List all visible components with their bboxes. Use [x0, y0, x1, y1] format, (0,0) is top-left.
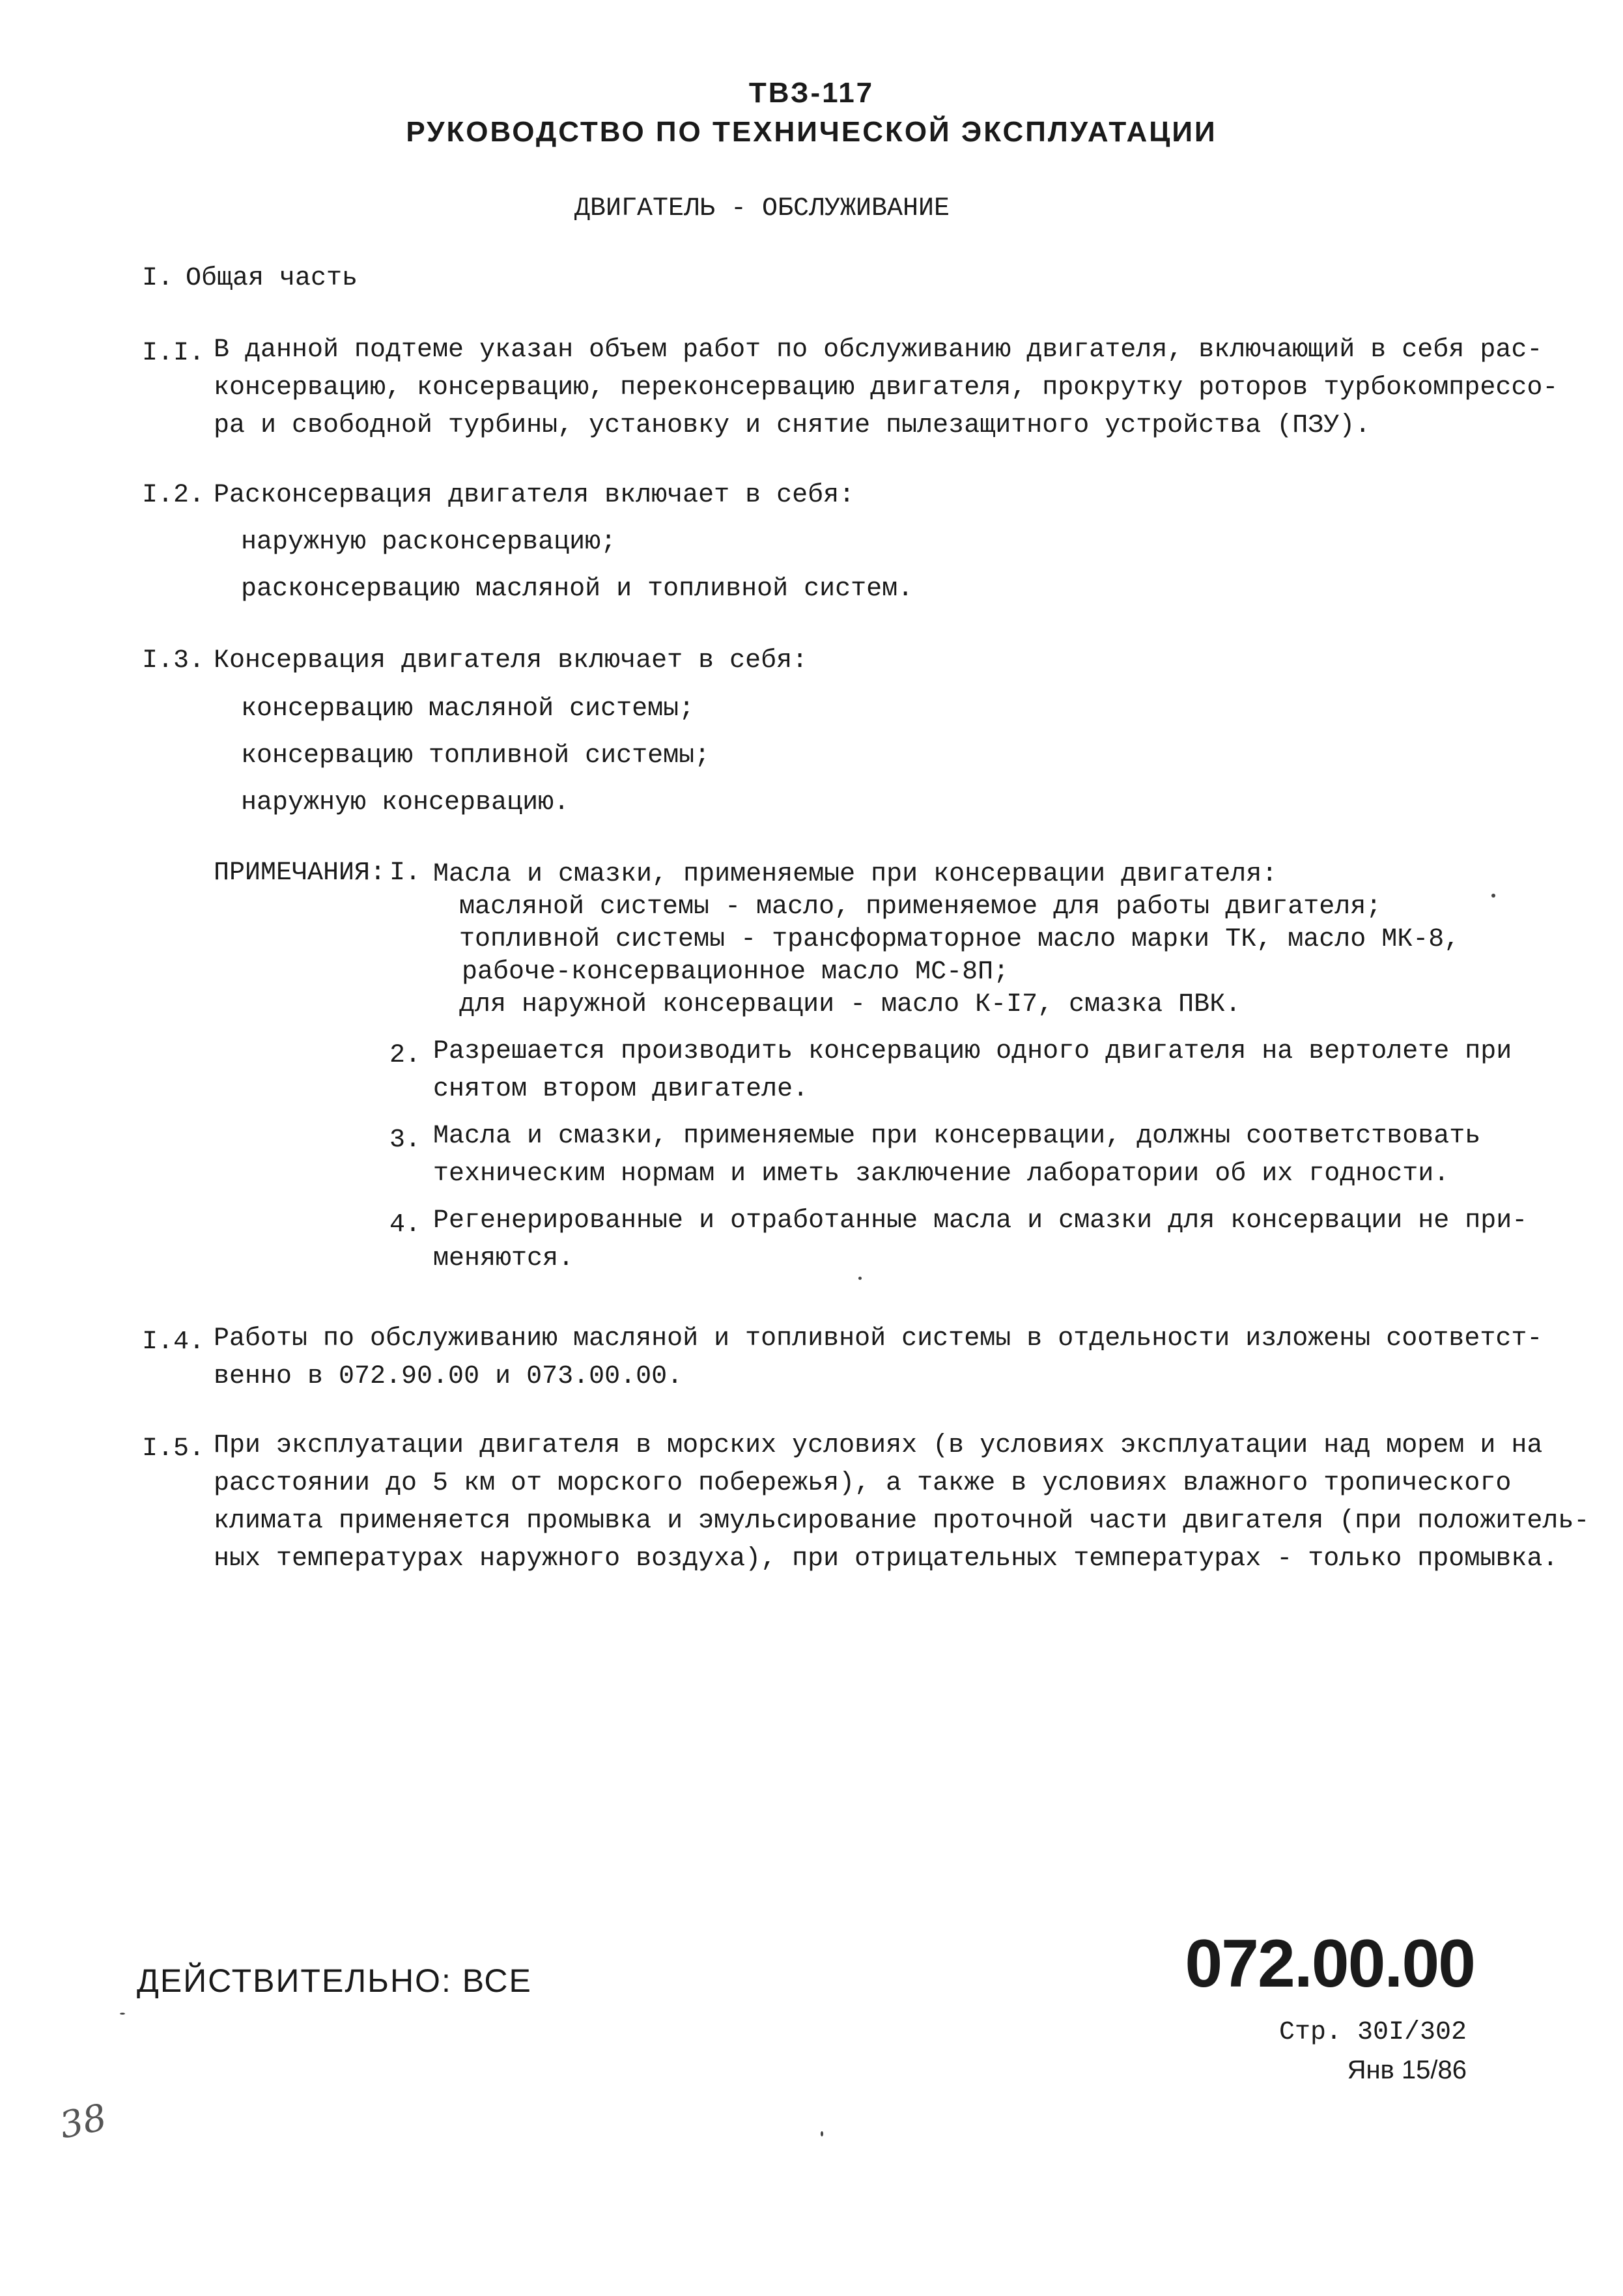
item-1-3-intro: Консервация двигателя включает в себя:: [214, 646, 808, 675]
item-1-3-sub: консервацию топливной системы;: [241, 741, 711, 771]
item-number-1-4: I.4.: [142, 1327, 205, 1357]
note-number-2: 2.: [389, 1041, 421, 1070]
scan-speck: [858, 1277, 862, 1280]
item-1-2-intro: Расконсервация двигателя включает в себя:: [214, 481, 855, 510]
item-number-1-2: I.2.: [142, 481, 205, 510]
item-1-5-text: [214, 1427, 1589, 1578]
subject-title: ДВИГАТЕЛЬ - ОБСЛУЖИВАНИЕ: [574, 194, 950, 223]
note-2-line: Разрешается производить консервацию одного двигателя на вертолете при: [433, 1037, 1512, 1066]
item-1-2-sub: расконсервацию масляной и топливной систем.: [241, 574, 914, 604]
item-1-1-line: консервацию, консервацию, переконсервацию двигателя, прокрутку роторов турбокомпрессо-: [214, 373, 1559, 403]
item-1-4-line: венно в 072.90.00 и 073.00.00.: [214, 1362, 683, 1391]
note-3-line: техническим нормам и иметь заключение лаборатории об их годности.: [433, 1159, 1450, 1189]
scan-speck: [120, 2013, 125, 2015]
note-2-text: [433, 1033, 1512, 1109]
section-title: Общая часть: [186, 264, 358, 293]
note-4-line: Регенерированные и отработанные масла и смазки для консервации не при-: [433, 1206, 1528, 1236]
item-number-1-5: I.5.: [142, 1434, 205, 1464]
chapter-code: 072.00.00: [1185, 1926, 1475, 2002]
item-1-1-line: ра и свободной турбины, установку и снятие пылезащитного устройства (ПЗУ).: [214, 411, 1371, 440]
item-1-5-line: При эксплуатации двигателя в морских условиях (в условиях эксплуатации над морем и на: [214, 1431, 1543, 1460]
item-1-3-sub: наружную консервацию.: [241, 788, 570, 817]
item-number-1-1: I.I.: [142, 339, 205, 368]
note-3-text: [433, 1118, 1480, 1193]
item-1-5-line: ных температурах наружного воздуха), при отрицательных температурах - только промывка.: [214, 1544, 1559, 1574]
item-1-2-sub: наружную расконсервацию;: [241, 528, 617, 557]
note-number-1: I.: [389, 858, 421, 888]
note-number-3: 3.: [389, 1126, 421, 1155]
item-1-4-text: [214, 1320, 1542, 1396]
note-1-text: [433, 858, 1460, 1021]
page-number: Стр. 30I/302: [1278, 2018, 1467, 2047]
section-number: I.: [142, 264, 174, 293]
note-number-4: 4.: [389, 1210, 421, 1240]
item-number-1-3: I.3.: [142, 646, 205, 675]
revision-date: Янв 15/86: [1347, 2056, 1467, 2084]
notes-label: ПРИМЕЧАНИЯ:: [214, 858, 386, 888]
item-1-1-line: В данной подтеме указан объем работ по обслуживанию двигателя, включающий в себя рас-: [214, 335, 1543, 365]
scan-speck: [1491, 894, 1495, 898]
item-1-5-line: климата применяется промывка и эмульсирование проточной части двигателя (при положитель-: [214, 1507, 1590, 1536]
note-1-line: Масла и смазки, применяемые при консервации двигателя:: [433, 860, 1278, 889]
note-1-line: топливной системы - трансформаторное масло марки ТК, масло МК-8,: [459, 925, 1460, 954]
note-1-line: рабоче-консервационное масло МС-8П;: [462, 957, 1009, 987]
item-1-1-text: [214, 332, 1558, 445]
model-title: ТВЗ-117: [748, 77, 875, 109]
note-3-line: Масла и смазки, применяемые при консервации, должны соответствовать: [433, 1122, 1481, 1151]
item-1-5-line: расстоянии до 5 км от морского побережья), а также в условиях влажного тропического: [214, 1469, 1512, 1498]
scan-speck: [821, 2131, 823, 2136]
item-1-3-sub: консервацию масляной системы;: [241, 694, 695, 724]
item-1-4-line: Работы по обслуживанию масляной и топливной системы в отдельности изложены соответст-: [214, 1324, 1543, 1354]
handwritten-page-mark: 38: [56, 2096, 111, 2147]
note-4-line: меняются.: [433, 1244, 574, 1273]
note-4-text: [433, 1202, 1527, 1278]
manual-title: РУКОВОДСТВО ПО ТЕХНИЧЕСКОЙ ЭКСПЛУАТАЦИИ: [406, 116, 1217, 148]
note-1-line: масляной системы - масло, применяемое для работы двигателя;: [459, 892, 1382, 922]
note-1-line: для наружной консервации - масло К-I7, смазка ПВК.: [459, 990, 1241, 1019]
note-2-line: снятом втором двигателе.: [433, 1075, 809, 1104]
effectivity-label: ДЕЙСТВИТЕЛЬНО: ВСЕ: [137, 1963, 532, 1999]
